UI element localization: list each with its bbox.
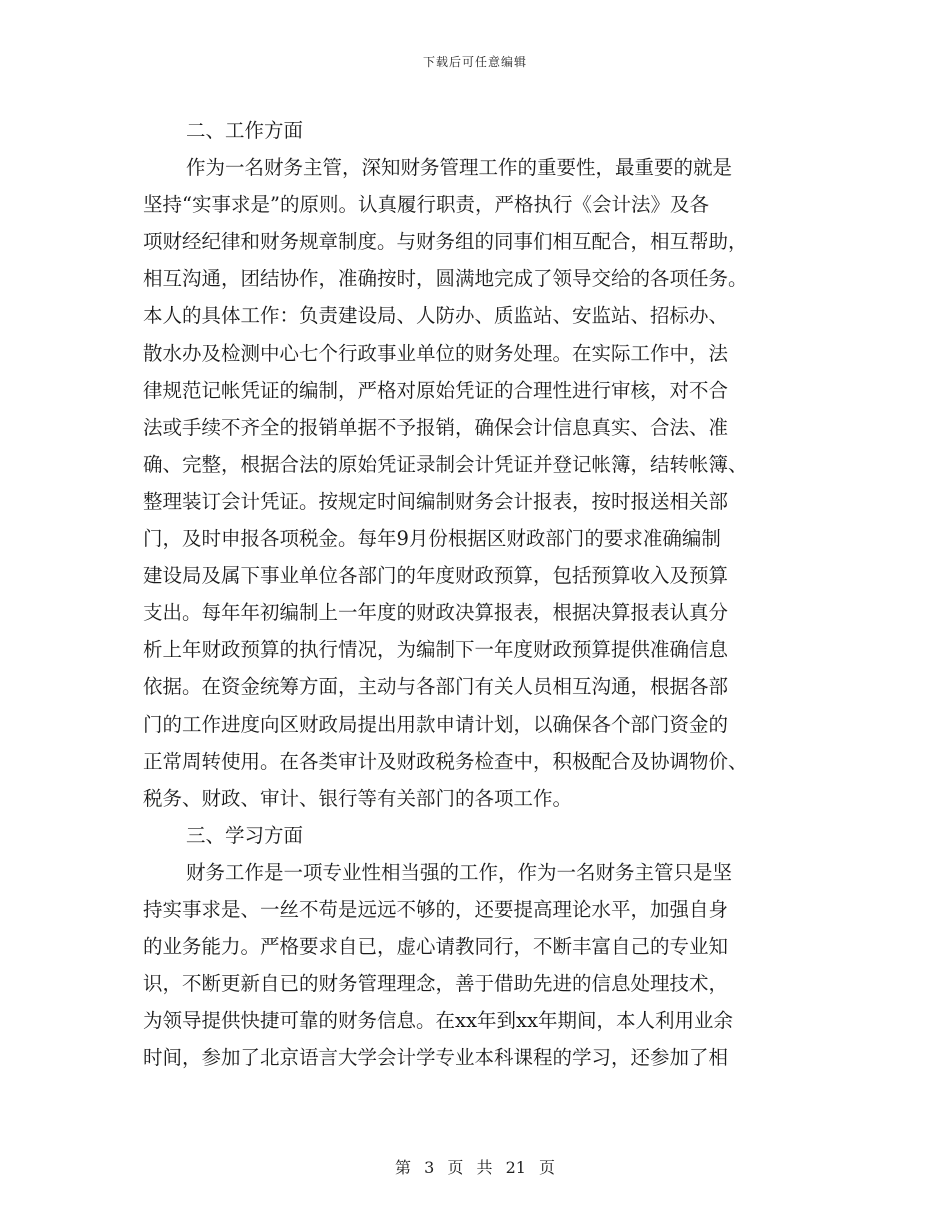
footer-ye: 页 (539, 1158, 556, 1177)
paragraph-line: 散水办及检测中心七个行政事业单位的财务处理。在实际工作中，法 (143, 341, 729, 365)
paragraph-line: 时间，参加了北京语言大学会计学专业本科课程的学习，还参加了相 (143, 1046, 729, 1070)
paragraph-line: 正常周转使用。在各类审计及财政税务检查中，积极配合及协调物价、 (143, 749, 748, 773)
paragraph-line: 项财经纪律和财务规章制度。与财务组的同事们相互配合，相互帮助， (143, 230, 748, 254)
paragraph-line: 法或手续不齐全的报销单据不予报销，确保会计信息真实、合法、准 (143, 415, 729, 439)
paragraph-line: 的业务能力。严格要求自已，虚心请教同行，不断丰富自己的专业知 (143, 935, 729, 959)
footer-gong: 共 (476, 1158, 493, 1177)
paragraph-line: 整理装订会计凭证。按规定时间编制财务会计报表，按时报送相关部 (143, 489, 729, 513)
paragraph-line: 确、完整，根据合法的原始凭证录制会计凭证并登记帐簿，结转帐簿、 (143, 452, 748, 476)
paragraph-line: 为领导提供快捷可靠的财务信息。在xx年到xx年期间，本人利用业余 (143, 1009, 733, 1033)
paragraph-line: 门，及时申报各项税金。每年9月份根据区财政部门的要求准确编制 (143, 527, 721, 551)
page-header: 下载后可任意编辑 (422, 55, 527, 69)
paragraph-line: 依据。在资金统筹方面，主动与各部门有关人员相互沟通，根据各部 (143, 675, 729, 699)
paragraph-line: 财务工作是一项专业性相当强的工作，作为一名财务主管只是坚 (186, 860, 733, 884)
paragraph-line: 税务、财政、审计、银行等有关部门的各项工作。 (143, 786, 573, 810)
paragraph-line: 析上年财政预算的执行情况，为编制下一年度财政预算提供准确信息 (143, 638, 729, 662)
footer-total-pages: 21 (505, 1158, 526, 1177)
paragraph-line: 作为一名财务主管，深知财务管理工作的重要性，最重要的就是 (186, 156, 733, 180)
page-footer (0, 1155, 950, 1178)
paragraph-line: 坚持“实事求是”的原则。认真履行职责，严格执行《会计法》及各 (143, 193, 709, 217)
paragraph-line: 持实事求是、一丝不苟是远远不够的，还要提高理论水平，加强自身 (143, 897, 729, 921)
footer-ye: 页 (447, 1158, 464, 1177)
paragraph-line: 律规范记帐凭证的编制，严格对原始凭证的合理性进行审核，对不合 (143, 378, 729, 402)
paragraph-line: 门的工作进度向区财政局提出用款申请计划，以确保各个部门资金的 (143, 712, 729, 736)
section-heading: 二、工作方面 (186, 119, 304, 142)
paragraph-line: 支出。每年年初编制上一年度的财政决算报表，根据决算报表认真分 (143, 601, 729, 625)
paragraph-line: 识，不断更新自已的财务管理理念，善于借助先进的信息处理技术， (143, 972, 729, 996)
footer-di: 第 (394, 1158, 411, 1177)
paragraph-line: 相互沟通，团结协作，准确按时，圆满地完成了领导交给的各项任务。 (143, 267, 748, 291)
paragraph-line: 本人的具体工作：负责建设局、人防办、质监站、安监站、招标办、 (143, 304, 729, 328)
paragraph-line: 建设局及属下事业单位各部门的年度财政预算，包括预算收入及预算 (143, 564, 729, 588)
section-heading: 三、学习方面 (186, 823, 304, 847)
document-body (143, 112, 803, 1076)
footer-page-number: 3 (424, 1158, 435, 1177)
